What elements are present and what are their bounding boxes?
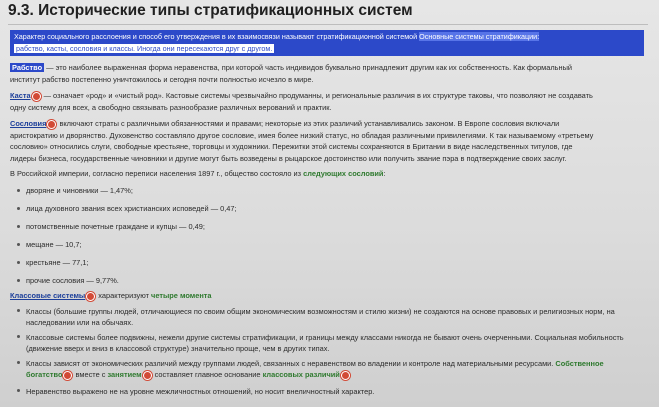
census-intro: В Российской империи, согласно переписи населения 1897 г., общество состояло из следующих сословий: <box>10 169 386 178</box>
list-item: Неравенство выражено не на уровне межличностных отношений, но носит внеличностный характер. <box>26 386 638 397</box>
slavery-text-1: — это наиболее выраженная форма неравенства, при которой часть индивидов буквально принадлежит другим как их собственность. Как формальный <box>44 63 573 72</box>
classes-text: характеризуют <box>96 291 152 300</box>
info-icon[interactable] <box>86 292 95 301</box>
class-differences-link[interactable]: классовых различий <box>262 370 340 379</box>
definition-text: Характер социального расслоения и способ его утверждения в их взаимосвязи называют стратификационной системой <box>14 32 418 41</box>
list-item: крестьяне — 77,1; <box>26 258 89 267</box>
class-item-3-joiner: вместе с <box>73 370 108 379</box>
estates-term-link[interactable]: Сословия <box>10 119 47 128</box>
slavery-term-link[interactable]: Рабство <box>12 63 43 72</box>
classes-list <box>26 306 638 406</box>
info-icon[interactable] <box>32 92 41 101</box>
info-icon[interactable] <box>143 371 152 380</box>
selected-text[interactable]: Основные системы стратификации: <box>419 32 540 41</box>
class-item-3-text: Классы зависят от экономических различий между группами людей, связанных с неравенством во владении и контроле над материальными ресурсами. <box>26 359 554 368</box>
classes-intro <box>10 290 646 302</box>
list-item: дворяне и чиновники — 1,47%; <box>26 186 133 195</box>
estates-text-1: включают страты с различными обязанностями и правами; некоторые из этих различий устанавливались законом. В Европе сословия включали <box>57 119 560 128</box>
slavery-text-2: институт рабство постепенно уничтожилось и сегодня почти полностью исчезло в мире. <box>10 74 314 84</box>
estates-text-4: лидеры бизнеса, государственные чиновники и другие могут быть возведены в рыцарское достоинство или получить звание пэра в подтверждение своих заслуг. <box>10 153 567 163</box>
classes-emphasis: четыре момента <box>151 291 212 300</box>
caste-text-1: — означает «род» и «чистый род». Кастовые системы чрезвычайно продуманны, и региональные различия в их структуре таковы, что позволяют не создавать <box>41 91 593 100</box>
definition-line-1 <box>14 31 640 43</box>
list-item <box>26 358 638 380</box>
occupation-link[interactable]: занятием <box>107 370 142 379</box>
classes-term-link[interactable]: Классовые системы <box>10 291 86 300</box>
list-item: Классовые системы более подвижны, нежели другие системы стратификации, и границы между классами никогда не бывают очень очерченными. Социальная мобильность (движение вверх и вниз в классовой структуре) значительно проще, чем в других типах. <box>26 332 638 354</box>
estates-text-2: аристократию и дворянство. Духовенство составляло другое сословие, имея более низкий статус, но обладая различными привилегиями. К так называемому «третьему <box>10 130 594 140</box>
census-list <box>26 186 626 286</box>
definition-line-2 <box>14 43 640 55</box>
info-icon[interactable] <box>341 371 350 380</box>
list-item: мещане — 10,7; <box>26 240 82 249</box>
list-item: Классы (большие группы людей, отличающиеся по своим общим экономическим возможностям и стилю жизни) не создаются на основе правовых и религиозных норм, на наследовании или на обычаях. <box>26 306 638 328</box>
census-emphasis: следующих сословий <box>303 169 384 178</box>
wealth-link[interactable]: Собственное богатство <box>26 359 604 379</box>
caste-text-2: одну систему для всех, а свободно связывать разнообразие различных верований и практик. <box>10 102 332 112</box>
estates-paragraph <box>10 118 646 164</box>
caste-paragraph <box>10 90 646 113</box>
census-intro-text: В Российской империи, согласно переписи населения 1897 г., общество состояло из <box>10 169 304 178</box>
highlighted-definition[interactable] <box>10 30 644 56</box>
info-icon[interactable] <box>47 120 56 129</box>
list-item: прочие сословия — 9,77%. <box>26 276 119 285</box>
list-item: потомственные почетные граждане и купцы — 0,49; <box>26 222 205 231</box>
caste-term-link[interactable]: Каста <box>10 91 31 100</box>
page-title: 9.3. Исторические типы стратификационных систем <box>8 2 648 25</box>
slavery-paragraph <box>10 62 646 85</box>
info-icon[interactable] <box>63 371 72 380</box>
definition-text-2: рабство, касты, сословия и классы. Иногда они пересекаются друг с другом. <box>16 44 273 53</box>
estates-text-3: сословию» относились слуги, свободные крестьяне, торговцы и художники. Пережитки этой системы сохраняются в Британии в виде наследственных титулов, где <box>10 142 573 151</box>
class-item-3-joiner-2: составляет главное основание <box>152 370 263 379</box>
list-item: лица духовного звания всех христианских исповедей — 0,47; <box>26 204 237 213</box>
